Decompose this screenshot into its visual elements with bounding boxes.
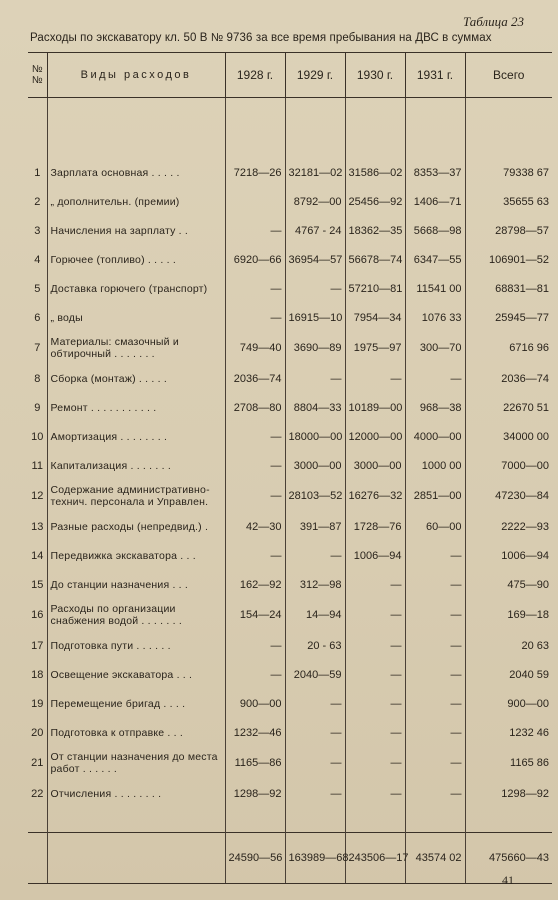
- table-row: [28, 480, 552, 512]
- value-y1929: —: [285, 274, 345, 303]
- row-number: 16: [31, 609, 44, 621]
- header-1930: 1930 г.: [345, 53, 405, 98]
- value-total: 475—90: [465, 570, 552, 599]
- header-name: Виды расходов: [47, 53, 225, 98]
- value-y1928: 2708—80: [225, 393, 285, 422]
- table-row: [28, 747, 552, 779]
- row-number: 10: [31, 430, 44, 443]
- value-y1930: 12000—00: [345, 422, 405, 451]
- value-y1928: —: [225, 480, 285, 512]
- expense-name: Освещение экскаватора . . .: [47, 660, 225, 689]
- value-y1928: 900—00: [225, 689, 285, 718]
- expense-name: Доставка горючего (транспорт): [47, 274, 225, 303]
- expense-name-text: От станции назначения до места работ . . . . . .: [50, 751, 218, 775]
- expense-name: Подготовка пути . . . . . .: [47, 631, 225, 660]
- value-y1930: 3000—00: [345, 451, 405, 480]
- table-row: [28, 187, 552, 216]
- value-y1930: —: [345, 779, 405, 808]
- table-row: [28, 718, 552, 747]
- value-y1930: —: [345, 689, 405, 718]
- table-row: [28, 216, 552, 245]
- value-y1929: 36954—57: [285, 245, 345, 274]
- value-y1928: —: [225, 631, 285, 660]
- total-y1928: 24590—56: [225, 833, 285, 884]
- table-row: [28, 422, 552, 451]
- row-number: 22: [31, 787, 44, 800]
- table-label: Таблица 23: [462, 14, 524, 29]
- value-y1931: 1076 33: [405, 303, 465, 332]
- value-y1929: 391—87: [285, 512, 345, 541]
- page-number: 41: [502, 873, 514, 887]
- value-y1929: 312—98: [285, 570, 345, 599]
- expense-name: Амортизация . . . . . . . .: [47, 422, 225, 451]
- table-row: [28, 393, 552, 422]
- value-y1930: 16276—32: [345, 480, 405, 512]
- table-row: [28, 512, 552, 541]
- value-y1929: —: [285, 541, 345, 570]
- value-y1930: 57210—81: [345, 274, 405, 303]
- table-row: [28, 274, 552, 303]
- table-row: [28, 660, 552, 689]
- value-y1929: 3690—89: [285, 332, 345, 364]
- value-y1931: 11541 00: [405, 274, 465, 303]
- value-y1931: —: [405, 541, 465, 570]
- value-y1929: —: [285, 718, 345, 747]
- row-number: 13: [31, 520, 44, 533]
- row-number: 6: [34, 311, 41, 324]
- total-y1931: 43574 02: [405, 833, 465, 884]
- value-y1929: 14—94: [285, 599, 345, 631]
- value-y1931: 300—70: [405, 332, 465, 364]
- header-1929: 1929 г.: [285, 53, 345, 98]
- spacer-row: [28, 98, 552, 159]
- value-y1931: 5668—98: [405, 216, 465, 245]
- row-number: 4: [34, 253, 41, 266]
- expense-name: Подготовка к отправке . . .: [47, 718, 225, 747]
- value-total: 1006—94: [465, 541, 552, 570]
- row-number: 18: [31, 668, 44, 681]
- value-y1931: —: [405, 599, 465, 631]
- expense-name: Ремонт . . . . . . . . . . .: [47, 393, 225, 422]
- table-row: [28, 599, 552, 631]
- value-y1928: —: [225, 274, 285, 303]
- expense-name: Отчисления . . . . . . . .: [47, 779, 225, 808]
- row-number: 9: [34, 401, 41, 414]
- header-num: № №: [28, 53, 47, 98]
- expense-name: Капитализация . . . . . . .: [47, 451, 225, 480]
- totals-row: [28, 833, 552, 884]
- value-y1928: —: [225, 660, 285, 689]
- value-y1929: —: [285, 747, 345, 779]
- value-y1930: 56678—74: [345, 245, 405, 274]
- row-number: 8: [34, 372, 41, 385]
- row-number: 5: [34, 282, 41, 295]
- row-number: 20: [31, 726, 44, 739]
- value-y1929: 28103—52: [285, 480, 345, 512]
- expenses-table: [28, 52, 552, 884]
- header-1931: 1931 г.: [405, 53, 465, 98]
- row-number: 17: [31, 639, 44, 652]
- expense-name-text: Материалы: смазочный и обтирочный . . . . . . .: [50, 336, 179, 360]
- value-total: 25945—77: [465, 303, 552, 332]
- table-row: [28, 303, 552, 332]
- expense-name: Перемещение бригад . . . .: [47, 689, 225, 718]
- row-number: 7: [34, 342, 41, 354]
- value-total: 79338 67: [465, 158, 552, 187]
- value-total: 28798—57: [465, 216, 552, 245]
- value-y1931: 6347—55: [405, 245, 465, 274]
- total-y1930: 243506—17: [345, 833, 405, 884]
- value-y1931: 1406—71: [405, 187, 465, 216]
- value-y1931: 2851—00: [405, 480, 465, 512]
- row-number: 3: [34, 224, 41, 237]
- value-total: 1298—92: [465, 779, 552, 808]
- value-y1928: —: [225, 451, 285, 480]
- value-y1928: 1232—46: [225, 718, 285, 747]
- expense-name: [47, 480, 225, 512]
- table-caption: Расходы по экскаватору кл. 50 В № 9736 за все время пребывания на ДВС в суммах: [30, 32, 492, 44]
- value-y1928: 154—24: [225, 599, 285, 631]
- expense-name: [47, 747, 225, 779]
- table-row: [28, 689, 552, 718]
- value-y1928: 2036—74: [225, 364, 285, 393]
- value-total: 106901—52: [465, 245, 552, 274]
- value-y1928: —: [225, 541, 285, 570]
- value-y1929: 20 - 63: [285, 631, 345, 660]
- value-y1931: 4000—00: [405, 422, 465, 451]
- value-y1930: —: [345, 660, 405, 689]
- total-total: 475660—43: [465, 833, 552, 884]
- expense-name-text: Расходы по организации снабжения водой . . . . . . .: [50, 603, 182, 627]
- table-row: [28, 245, 552, 274]
- value-y1928: 1165—86: [225, 747, 285, 779]
- value-total: 22670 51: [465, 393, 552, 422]
- value-y1930: —: [345, 364, 405, 393]
- value-y1929: 8792—00: [285, 187, 345, 216]
- expense-name: „ воды: [47, 303, 225, 332]
- row-number: 14: [31, 549, 44, 562]
- value-y1928: —: [225, 422, 285, 451]
- expense-name: Передвижка экскаватора . . .: [47, 541, 225, 570]
- expense-name: [47, 332, 225, 364]
- value-total: 34000 00: [465, 422, 552, 451]
- value-y1929: —: [285, 364, 345, 393]
- value-y1928: [225, 187, 285, 216]
- table-row: [28, 332, 552, 364]
- table-row: [28, 158, 552, 187]
- expense-name: [47, 599, 225, 631]
- value-total: 35655 63: [465, 187, 552, 216]
- value-y1930: 10189—00: [345, 393, 405, 422]
- table-row: [28, 779, 552, 808]
- value-total: 68831—81: [465, 274, 552, 303]
- expense-name: Горючее (топливо) . . . . .: [47, 245, 225, 274]
- row-number: 11: [31, 459, 43, 472]
- table-row: [28, 631, 552, 660]
- value-y1929: 32181—02: [285, 158, 345, 187]
- value-y1928: 1298—92: [225, 779, 285, 808]
- value-y1931: —: [405, 364, 465, 393]
- row-number: 21: [31, 757, 44, 769]
- value-y1929: 16915—10: [285, 303, 345, 332]
- expense-name: „ дополнительн. (премии): [47, 187, 225, 216]
- value-y1928: 749—40: [225, 332, 285, 364]
- value-y1928: —: [225, 216, 285, 245]
- value-y1930: —: [345, 570, 405, 599]
- expense-name: До станции назначения . . .: [47, 570, 225, 599]
- row-number: 2: [34, 195, 41, 208]
- value-total: 20 63: [465, 631, 552, 660]
- value-y1929: 3000—00: [285, 451, 345, 480]
- value-y1930: —: [345, 718, 405, 747]
- row-number: 12: [31, 490, 44, 502]
- value-y1930: —: [345, 599, 405, 631]
- value-y1929: 18000—00: [285, 422, 345, 451]
- value-y1931: 60—00: [405, 512, 465, 541]
- value-y1930: 25456—92: [345, 187, 405, 216]
- value-y1928: 7218—26: [225, 158, 285, 187]
- expense-name: Разные расходы (непредвид.) .: [47, 512, 225, 541]
- header-row: [28, 53, 552, 98]
- spacer-row: [28, 808, 552, 833]
- value-y1931: —: [405, 718, 465, 747]
- total-y1929: 163989—68: [285, 833, 345, 884]
- row-number: 19: [31, 697, 44, 710]
- expense-name: Сборка (монтаж) . . . . .: [47, 364, 225, 393]
- value-y1928: 162—92: [225, 570, 285, 599]
- value-y1929: 4767 - 24: [285, 216, 345, 245]
- value-total: 1232 46: [465, 718, 552, 747]
- value-y1931: —: [405, 660, 465, 689]
- value-y1930: —: [345, 631, 405, 660]
- value-y1928: 6920—66: [225, 245, 285, 274]
- value-total: 2036—74: [465, 364, 552, 393]
- value-y1931: 8353—37: [405, 158, 465, 187]
- value-y1929: —: [285, 689, 345, 718]
- value-total: 900—00: [465, 689, 552, 718]
- value-y1931: —: [405, 631, 465, 660]
- value-y1928: 42—30: [225, 512, 285, 541]
- value-total: 47230—84: [465, 480, 552, 512]
- header-1928: 1928 г.: [225, 53, 285, 98]
- value-y1929: —: [285, 779, 345, 808]
- value-y1931: 1000 00: [405, 451, 465, 480]
- table-row: [28, 541, 552, 570]
- table-row: [28, 570, 552, 599]
- value-y1928: —: [225, 303, 285, 332]
- value-y1930: 1728—76: [345, 512, 405, 541]
- value-y1930: 1975—97: [345, 332, 405, 364]
- value-total: 7000—00: [465, 451, 552, 480]
- expense-name: Зарплата основная . . . . .: [47, 158, 225, 187]
- value-total: 2040 59: [465, 660, 552, 689]
- value-total: 169—18: [465, 599, 552, 631]
- expense-name: Начисления на зарплату . .: [47, 216, 225, 245]
- row-number: 1: [34, 166, 41, 179]
- value-y1930: —: [345, 747, 405, 779]
- value-total: 2222—93: [465, 512, 552, 541]
- value-y1930: 7954—34: [345, 303, 405, 332]
- value-y1931: —: [405, 747, 465, 779]
- value-y1931: —: [405, 570, 465, 599]
- value-y1930: 1006—94: [345, 541, 405, 570]
- value-total: 6716 96: [465, 332, 552, 364]
- expense-name-text: Содержание административно-технич. персонала и Управлен.: [50, 484, 210, 508]
- value-y1929: 8804—33: [285, 393, 345, 422]
- value-y1931: 968—38: [405, 393, 465, 422]
- row-number: 15: [31, 578, 44, 591]
- value-y1930: 18362—35: [345, 216, 405, 245]
- value-total: 1165 86: [465, 747, 552, 779]
- value-y1930: 31586—02: [345, 158, 405, 187]
- value-y1931: —: [405, 779, 465, 808]
- value-y1931: —: [405, 689, 465, 718]
- header-total: Всего: [465, 53, 552, 98]
- table-row: [28, 364, 552, 393]
- table-row: [28, 451, 552, 480]
- value-y1929: 2040—59: [285, 660, 345, 689]
